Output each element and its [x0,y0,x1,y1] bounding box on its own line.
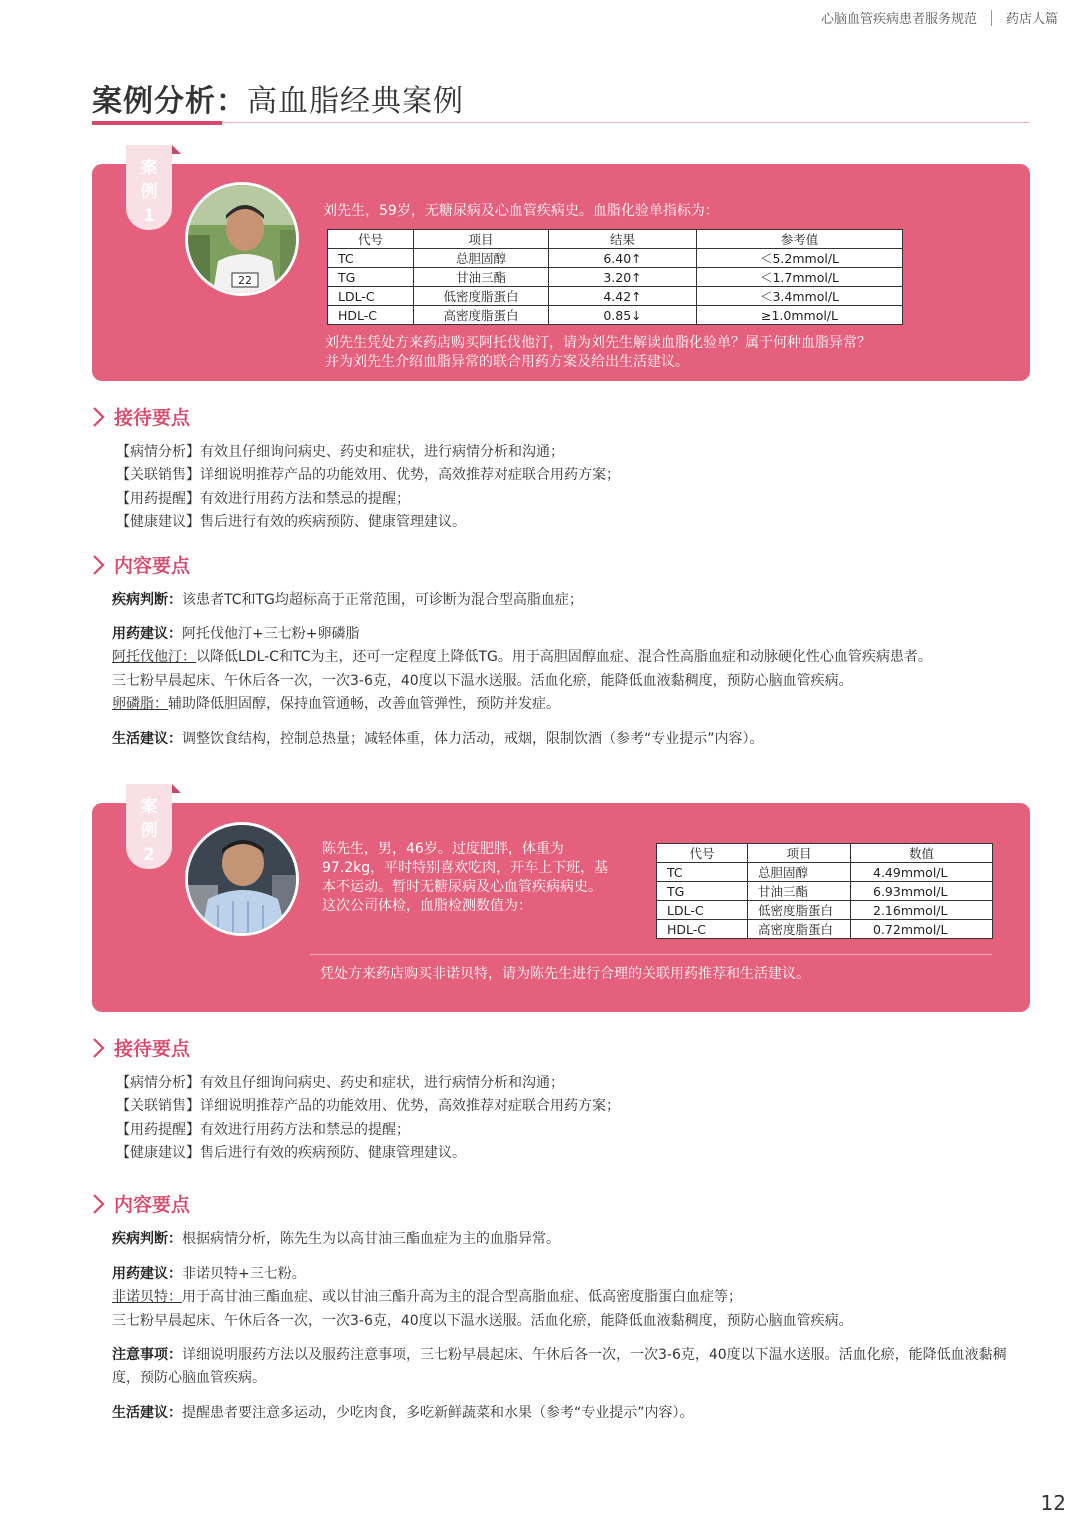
case2-question: 凭处方来药店购买非诺贝特，请为陈先生进行合理的关联用药推荐和生活建议。 [320,966,810,982]
life-text: 提醒患者要注意多运动，少吃肉食，多吃新鲜蔬菜和水果（参考“专业提示”内容）。 [182,1405,694,1421]
drug-note-text: 三七粉早晨起床、午休后各一次，一次3-6克，40度以下温水送服。活血化瘀，能降低血液黏稠度，预防心脑血管疾病。 [112,1312,853,1329]
table-row [657,863,993,882]
diagnosis-text: 根据病情分析，陈先生为以高甘油三酯血症为主的血脂异常。 [182,1231,560,1247]
table-cell: LDL-C [657,901,748,920]
table-header: 数值 [851,844,993,863]
list-item: 【病情分析】有效且仔细询问病史、药史和症状，进行病情分析和沟通； [116,444,564,460]
case2-lipid-table [656,843,993,939]
life-label: 生活建议： [112,1405,182,1421]
table-cell: TC [657,863,748,882]
table-cell: 3.20↑ [549,268,697,287]
list-item: 【用药提醒】有效进行用药方法和禁忌的提醒； [116,1121,410,1138]
case1-diagnosis [112,589,1032,612]
table-row [328,268,903,287]
title-underline [92,122,1030,123]
case2-divider [310,954,992,955]
case1-intro: 刘先生，59岁，无糖尿病及心血管疾病史。血脂化验单指标为： [323,203,719,219]
page-title [92,76,464,120]
page-title-bold: 案例分析： [92,84,247,119]
case2-patient-photo [185,822,299,936]
case2-tab-char: 例 [140,821,158,841]
table-cell: 4.42↑ [549,287,697,306]
drug-note-text: 用于高甘油三酯血症、或以甘油三酯升高为主的混合型高脂血症、低高密度脂蛋白血症等； [182,1289,742,1306]
caution-label: 注意事项： [112,1347,182,1363]
diagnosis-text: 该患者TC和TG均超标高于正常范围，可诊断为混合型高脂血症； [182,592,583,608]
table-header: 代号 [328,230,414,249]
table-cell: 0.85↓ [549,306,697,325]
table-cell: 低密度脂蛋白 [414,287,549,306]
case2-reception-title: 接待要点 [114,1038,191,1060]
case2-tab-char: 案 [140,797,158,817]
table-cell: 甘油三酯 [414,268,549,287]
drug-text: 非诺贝特+三七粉。 [182,1266,306,1282]
case1-reception-heading [90,403,190,430]
chevron-right-icon [90,1191,108,1217]
table-cell: HDL-C [328,306,414,325]
drug-note-text: 以降低LDL-C和TC为主，还可一定程度上降低TG。用于高胆固醇血症、混合性高脂血症和动脉硬化性心血管疾病患者。 [196,649,932,666]
table-header-row [328,230,903,249]
case1-life [112,728,1032,751]
svg-text:22: 22 [238,274,252,287]
list-item: 【关联销售】详细说明推荐产品的功能效用、优势，高效推荐对症联合用药方案； [116,1098,620,1115]
drug-note-name: 阿托伐他汀： [112,649,196,666]
table-cell: TC [328,249,414,268]
case2-tab [126,793,172,869]
case1-content-title: 内容要点 [114,555,191,577]
drug-text: 阿托伐他汀+三七粉+卵磷脂 [182,626,360,642]
table-row [657,901,993,920]
case2-content-title: 内容要点 [114,1194,191,1216]
caution-text: 详细说明服药方法以及服药注意事项，三七粉早晨起床、午休后各一次，一次3-6克，40度以下温水送服。活血化瘀，能降低血液黏稠度，预防心脑血管疾病。 [112,1347,1007,1387]
table-cell: 高密度脂蛋白 [414,306,549,325]
diagnosis-label: 疾病判断： [112,1231,182,1247]
case2-drug [112,1263,1032,1333]
chevron-right-icon [90,1035,108,1061]
case1-drug [112,623,1032,716]
table-cell: TG [328,268,414,287]
doc-title: 心脑血管疾病患者服务规范 [820,12,977,27]
list-item: 【关联销售】详细说明推荐产品的功能效用、优势，高效推荐对症联合用药方案； [116,467,620,484]
section-name: 药店人篇 [1005,12,1058,27]
page-number: 12 [1040,1491,1066,1515]
table-row [657,920,993,939]
case1-reception-list [116,441,620,534]
case2-diagnosis [112,1228,1032,1251]
list-item: 【健康建议】售后进行有效的疾病预防、健康管理建议。 [116,513,466,530]
case1-tab-char: 1 [143,206,155,226]
drug-note-text: 辅助降低胆固醇，保持血管通畅，改善血管弹性，预防并发症。 [168,695,560,712]
drug-label: 用药建议： [112,626,182,642]
case1-reception-title: 接待要点 [114,407,191,429]
table-cell: HDL-C [657,920,748,939]
drug-note [112,693,1032,716]
table-cell: 低密度脂蛋白 [748,901,851,920]
case1-question-line: 刘先生凭处方来药店购买阿托伐他汀，请为刘先生解读血脂化验单？属于何种血脂异常？ [325,335,871,351]
table-cell: 高密度脂蛋白 [748,920,851,939]
chevron-right-icon [90,552,108,578]
table-cell: TG [657,882,748,901]
table-header-row [657,844,993,863]
case1-lipid-table [327,229,903,325]
table-cell: ＜3.4mmol/L [697,287,903,306]
life-text: 调整饮食结构，控制总热量；减轻体重，体力活动，戒烟，限制饮酒（参考“专业提示”内容）。 [182,731,764,747]
table-row [657,882,993,901]
table-cell: 6.40↑ [549,249,697,268]
drug-note [112,670,1032,693]
case2-reception-heading [90,1034,190,1061]
drug-note [112,1286,1032,1309]
title-accent-bar [92,121,222,125]
drug-note-name: 卵磷脂： [112,695,168,712]
case2-intro [322,840,632,916]
table-cell: ＜1.7mmol/L [697,268,903,287]
table-header: 项目 [414,230,549,249]
table-cell: ≥1.0mmol/L [697,306,903,325]
table-row [328,306,903,325]
table-cell: 总胆固醇 [748,863,851,882]
life-label: 生活建议： [112,731,182,747]
case2-reception-list [116,1072,620,1165]
case2-intro-line: 97.2kg，平时特别喜欢吃肉，开车上下班，基 [322,860,609,876]
list-item: 【用药提醒】有效进行用药方法和禁忌的提醒； [116,490,410,507]
page-title-rest: 高血脂经典案例 [247,84,464,119]
case2-content-heading [90,1190,190,1217]
case1-patient-photo [185,182,299,296]
drug-note [112,646,1032,669]
case1-question [325,334,871,372]
case1-content-heading [90,551,190,578]
table-cell: 4.49mmol/L [851,863,993,882]
table-cell: ＜5.2mmol/L [697,249,903,268]
table-header: 项目 [748,844,851,863]
diagnosis-label: 疾病判断： [112,592,182,608]
table-row [328,287,903,306]
table-header: 参考值 [697,230,903,249]
case1-tab-char: 案 [140,158,158,178]
drug-label: 用药建议： [112,1266,182,1282]
drug-note-text: 三七粉早晨起床、午休后各一次，一次3-6克，40度以下温水送服。活血化瘀，能降低血液黏稠度，预防心脑血管疾病。 [112,672,853,689]
list-item: 【病情分析】有效且仔细询问病史、药史和症状，进行病情分析和沟通； [116,1075,564,1091]
table-cell: 6.93mmol/L [851,882,993,901]
chevron-right-icon [90,404,108,430]
running-header [821,8,1058,27]
case2-life [112,1402,1032,1425]
table-header: 代号 [657,844,748,863]
table-cell: 总胆固醇 [414,249,549,268]
table-cell: 甘油三酯 [748,882,851,901]
table-cell: 0.72mmol/L [851,920,993,939]
drug-note [112,1310,1032,1333]
case2-caution [112,1344,1032,1391]
case2-intro-line: 陈先生，男，46岁。过度肥胖，体重为 [322,841,564,857]
table-row [328,249,903,268]
table-cell: 2.16mmol/L [851,901,993,920]
case2-intro-line: 这次公司体检，血脂检测数值为： [322,898,532,914]
case1-tab [126,154,172,230]
table-header: 结果 [549,230,697,249]
case2-tab-char: 2 [143,845,155,865]
case1-tab-char: 例 [140,182,158,202]
drug-note-name: 非诺贝特： [112,1289,182,1306]
table-cell: LDL-C [328,287,414,306]
header-divider [991,10,992,26]
case1-question-line: 并为刘先生介绍血脂异常的联合用药方案及给出生活建议。 [325,354,689,370]
case2-intro-line: 本不运动。暂时无糖尿病及心血管疾病病史。 [322,879,602,895]
list-item: 【健康建议】售后进行有效的疾病预防、健康管理建议。 [116,1144,466,1161]
